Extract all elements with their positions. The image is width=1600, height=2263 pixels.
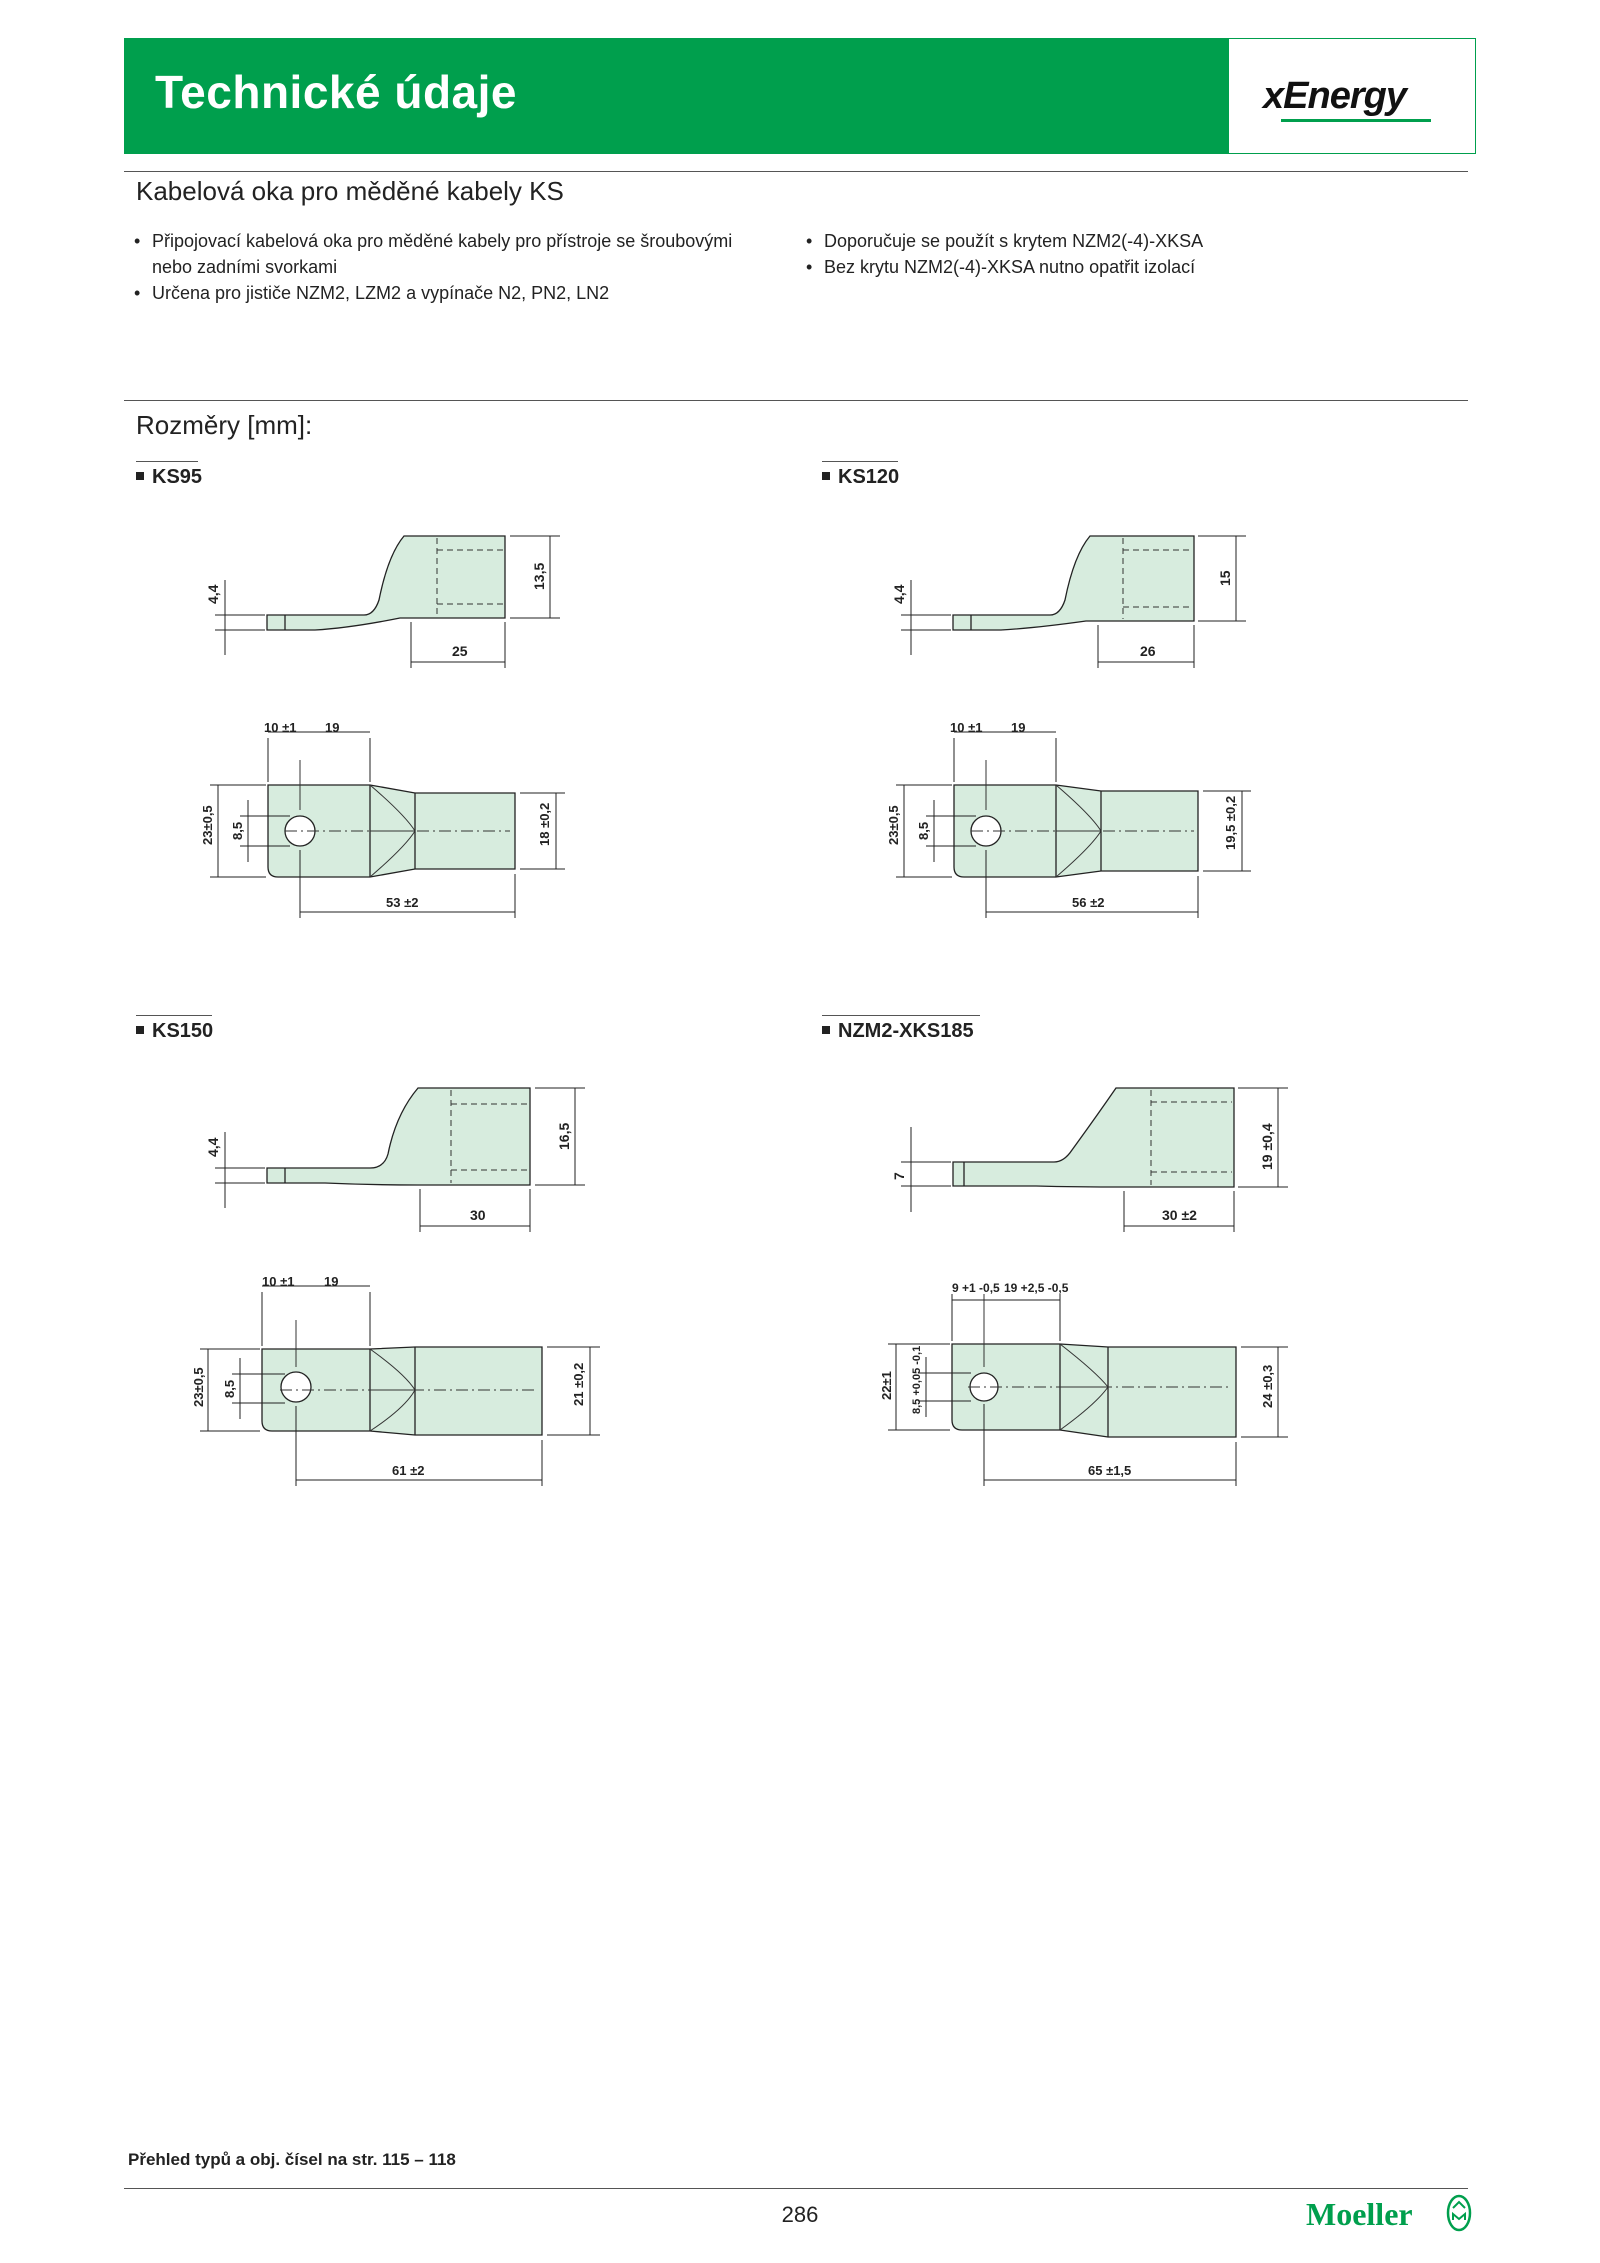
figure-label-ks150: KS150 — [136, 1020, 213, 1043]
dim-a: 10 ±1 — [262, 1274, 295, 1289]
dim-b: 19 +2,5 -0,5 — [1004, 1281, 1069, 1295]
header-bar — [124, 38, 1476, 154]
dim-width: 23±0,5 — [200, 805, 215, 845]
bullet-list-left — [134, 228, 774, 306]
dim-hole: 8,5 +0,05 -0,1 — [911, 1345, 923, 1414]
drawing-nzm2-xks185 — [876, 1062, 1296, 1492]
moeller-logo: Moeller — [1306, 2196, 1413, 2232]
footnote: Přehled typů a obj. čísel na str. 115 – 118 — [128, 2150, 456, 2169]
bullet-item: • Bez krytu NZM2(-4)-XKSA nutno opatřit izolací — [806, 254, 1406, 280]
figure-label-ks120: KS120 — [822, 466, 899, 489]
bullet-list-right — [806, 228, 1406, 280]
drawing-ks95 — [190, 510, 590, 940]
dim-height: 13,5 — [531, 562, 547, 590]
section-subtitle: Kabelová oka pro měděné kabely KS — [136, 176, 564, 206]
figure-label-rule — [136, 461, 198, 462]
dim-total: 61 ±2 — [392, 1463, 425, 1478]
drawing-ks150 — [190, 1062, 610, 1492]
dim-b: 19 — [324, 1274, 339, 1289]
dim-height: 15 — [1217, 570, 1233, 586]
logo-prefix: x — [1263, 75, 1284, 117]
figure-label-rule — [136, 1015, 212, 1016]
dim-b: 19 — [1011, 720, 1026, 735]
figure-label-nzm2-xks185: NZM2-XKS185 — [822, 1020, 974, 1043]
dim-total: 56 ±2 — [1072, 895, 1105, 910]
dimensions-title: Rozměry [mm]: — [136, 410, 313, 440]
dim-barrel: 24 ±0,3 — [1260, 1364, 1275, 1408]
dim-length: 25 — [452, 643, 468, 659]
dim-thickness: 4,4 — [891, 584, 907, 604]
dim-total: 53 ±2 — [386, 895, 419, 910]
dim-height: 16,5 — [556, 1122, 572, 1150]
dim-hole: 8,5 — [222, 1379, 237, 1398]
dim-height: 19 ±0,4 — [1259, 1123, 1275, 1170]
figure-label-rule — [822, 1015, 980, 1016]
dim-a: 9 +1 -0,5 — [952, 1281, 1000, 1295]
logo-underline — [1281, 119, 1431, 122]
bullet-item: • Určena pro jističe NZM2, LZM2 a vypínače N2, PN2, LN2 — [134, 280, 774, 306]
dim-a: 10 ±1 — [264, 720, 297, 735]
divider — [124, 400, 1468, 401]
logo-name: Energy — [1283, 75, 1406, 117]
dim-width: 23±0,5 — [886, 805, 901, 845]
dim-thickness: 4,4 — [205, 584, 221, 604]
divider — [124, 2188, 1468, 2189]
dim-thickness: 7 — [891, 1172, 907, 1180]
bullet-item: • Připojovací kabelová oka pro měděné kabely pro přístroje se šroubovými nebo zadními svorkami — [134, 228, 774, 280]
divider — [124, 171, 1468, 172]
bullet-item: • Doporučuje se použít s krytem NZM2(-4)-XKSA — [806, 228, 1406, 254]
xenergy-logo — [1229, 39, 1475, 153]
dim-length: 30 — [470, 1207, 486, 1223]
dim-hole: 8,5 — [230, 821, 245, 840]
dim-length: 30 ±2 — [1162, 1207, 1197, 1223]
dim-barrel: 19,5 ±0,2 — [1223, 795, 1238, 850]
dim-b: 19 — [325, 720, 340, 735]
figure-label-rule — [822, 461, 898, 462]
dim-hole: 8,5 — [916, 821, 931, 840]
figure-label-ks95: KS95 — [136, 466, 202, 489]
side-view-shape — [267, 1088, 530, 1185]
dim-a: 10 ±1 — [950, 720, 983, 735]
dim-barrel: 18 ±0,2 — [537, 802, 552, 846]
drawing-ks120 — [876, 510, 1276, 940]
dim-width: 23±0,5 — [191, 1367, 206, 1407]
page-title: Technické údaje — [155, 66, 518, 118]
dim-thickness: 4,4 — [205, 1137, 221, 1157]
moeller-emblem-icon — [1446, 2194, 1472, 2232]
page-number: 286 — [781, 2202, 819, 2227]
dim-length: 26 — [1140, 643, 1156, 659]
dim-barrel: 21 ±0,2 — [571, 1362, 586, 1406]
dim-width: 22±1 — [879, 1371, 894, 1400]
dim-total: 65 ±1,5 — [1088, 1463, 1132, 1478]
